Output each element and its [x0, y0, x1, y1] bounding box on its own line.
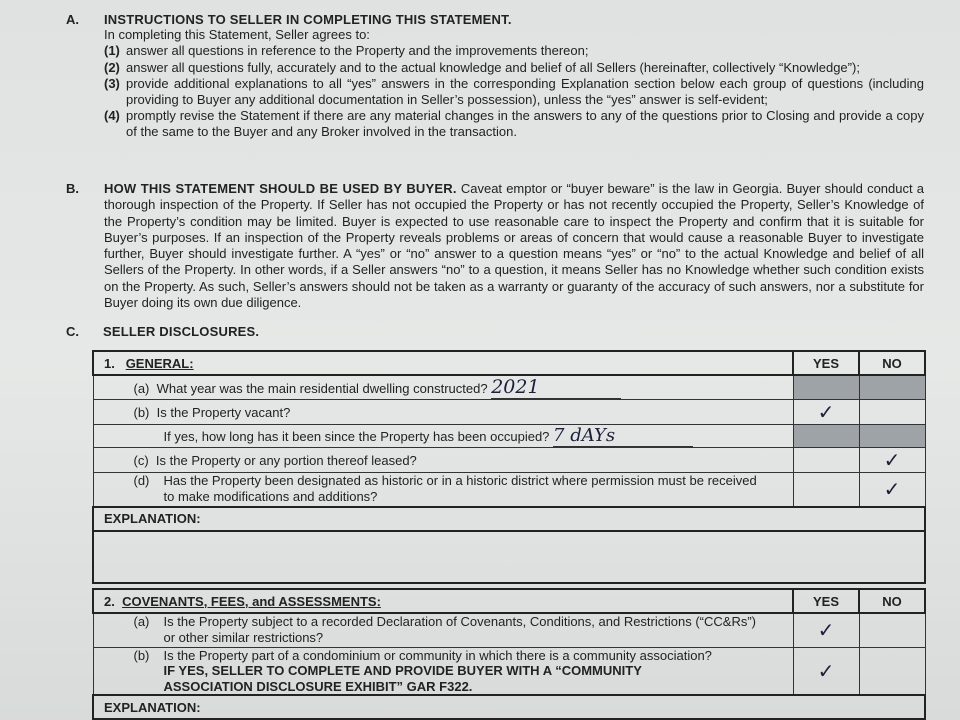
explanation-field[interactable]	[93, 531, 925, 583]
yes-checkbox[interactable]	[793, 613, 859, 647]
vacancy-duration-field[interactable]: 7 dAYs	[553, 425, 693, 447]
table-row: (b) Is the Property part of a condominium or community in which there is a community association? IF YES, SELLER TO COMPLETE AND PROVIDE BUYER WITH A “COMMUNITY ASSOCIATION DISCLOSURE EXHIBIT” GAR F322. ✓	[93, 647, 925, 695]
no-checkbox[interactable]	[859, 613, 925, 647]
no-checkbox[interactable]	[859, 400, 925, 425]
check-icon: ✓	[817, 400, 835, 424]
table-row: (d) Has the Property been designated as historic or in a historic district where permission must be received to make modifications and additions? ✓	[93, 473, 925, 507]
no-checkbox[interactable]	[859, 473, 925, 507]
table-row: If yes, how long has it been since the Property has been occupied? 7 dAYs	[93, 425, 925, 448]
no-checkbox[interactable]	[859, 448, 925, 473]
section-c-title: SELLER DISCLOSURES.	[103, 324, 260, 339]
check-icon: ✓	[883, 477, 901, 502]
yes-checkbox[interactable]	[793, 400, 859, 425]
year-built-field[interactable]: 2021	[491, 376, 621, 399]
table-row: (c) Is the Property or any portion thereof leased? ✓	[93, 448, 925, 473]
section-a-title: INSTRUCTIONS TO SELLER IN COMPLETING THIS STATEMENT.	[104, 12, 512, 27]
yes-checkbox[interactable]	[793, 473, 859, 507]
table-row: (a) Is the Property subject to a recorded Declaration of Covenants, Conditions, and Restrictions (“CC&Rs”) or other similar restrictions? ✓	[93, 613, 925, 647]
table-row: (a) What year was the main residential dwelling constructed? 2021	[93, 375, 925, 400]
list-item: (1) answer all questions in reference to the Property and the improvements thereon;	[104, 43, 589, 59]
list-item: (2) answer all questions fully, accurately and to the actual knowledge and belief of all Sellers (hereinafter, collectively “Knowledge”);	[104, 59, 860, 75]
section-b-letter: B.	[66, 181, 79, 196]
check-icon: ✓	[817, 658, 835, 683]
yes-checkbox[interactable]	[793, 448, 859, 473]
yes-header: YES	[793, 589, 859, 613]
list-item: (3) provide additional explanations to all “yes” answers in the corresponding Explanation section below each group of questions (including providing to Buyer any additional documentation in Seller’s possession), unless the “yes” answer is self-evident;	[104, 75, 924, 107]
covenants-table: 2. COVENANTS, FEES, and ASSESSMENTS: YES NO (a) Is the Property subject to a recorded Declaration of Covenants, Conditions, and Restrictions (“CC&Rs”) or other similar restrictions? ✓ (b) Is the Property part of a condominium or community in which there is a community association? IF YES, SELLER TO COMPLETE AND PROVIDE BUYER WITH A “COMMUNITY ASSOCIATION DISCLOSURE EXHIBIT” GAR F322. ✓ EXPLANATION:	[92, 588, 926, 720]
yes-checkbox[interactable]	[793, 647, 859, 695]
section-b-title: HOW THIS STATEMENT SHOULD BE USED BY BUYER.	[104, 181, 457, 196]
check-icon: ✓	[883, 448, 901, 472]
no-header: NO	[859, 351, 925, 375]
table-title: GENERAL:	[125, 355, 194, 371]
explanation-label: EXPLANATION:	[93, 507, 925, 531]
section-a-intro: In completing this Statement, Seller agrees to:	[104, 27, 370, 42]
section-b-text: Caveat emptor or “buyer beware” is the law in Georgia. Buyer should conduct a thorough inspection of the Property. If Seller has not occupied the Property or has not recently occupied the Property, Seller’s Knowledge of the Property’s condition may be limited. Buyer is expected to use reasonable care to inspect the Property and confirm that it is suitable for Buyer’s purposes. If an inspection of the Property reveals problems or areas of concern that would cause a reasonable Buyer to investigate further, Buyer should investigate further. A “yes” or “no” answer to a question means “yes” or “no” to the actual Knowledge and belief of all Sellers of the Property. In other words, if a Seller answers “no” to a question, it means Seller has no Knowledge whether such condition exists on the Property. As such, Seller’s answers should not be taken as a warranty or guaranty of the accuracy of such answers, nor a substitute for Buyer doing its own due diligence.	[104, 181, 924, 311]
no-header: NO	[859, 589, 925, 613]
list-item: (4) promptly revise the Statement if there are any material changes in the answers to any of the questions prior to Closing and provide a copy of the same to the Buyer and any Broker involved in the transaction.	[104, 108, 924, 140]
section-a-letter: A.	[66, 12, 79, 27]
section-c-letter: C.	[66, 324, 79, 339]
table-title: COVENANTS, FEES, and ASSESSMENTS:	[122, 593, 381, 609]
general-table: 1. GENERAL: YES NO (a) What year was the main residential dwelling constructed? 2021 (b) Is the Property vacant? ✓ If yes, how long has it been since the Property has been occupied? 7 dAYs (c) Is the Property or any portion thereof leased? ✓ (d) Has the Property been designated as historic or in a historic district where permission must be received to make modifications and additions? ✓ EXPLANATION:	[92, 350, 926, 584]
yes-header: YES	[793, 351, 859, 375]
check-icon: ✓	[817, 618, 835, 643]
no-checkbox[interactable]	[859, 647, 925, 695]
explanation-label: EXPLANATION:	[93, 695, 925, 719]
table-row: (b) Is the Property vacant? ✓	[93, 400, 925, 425]
